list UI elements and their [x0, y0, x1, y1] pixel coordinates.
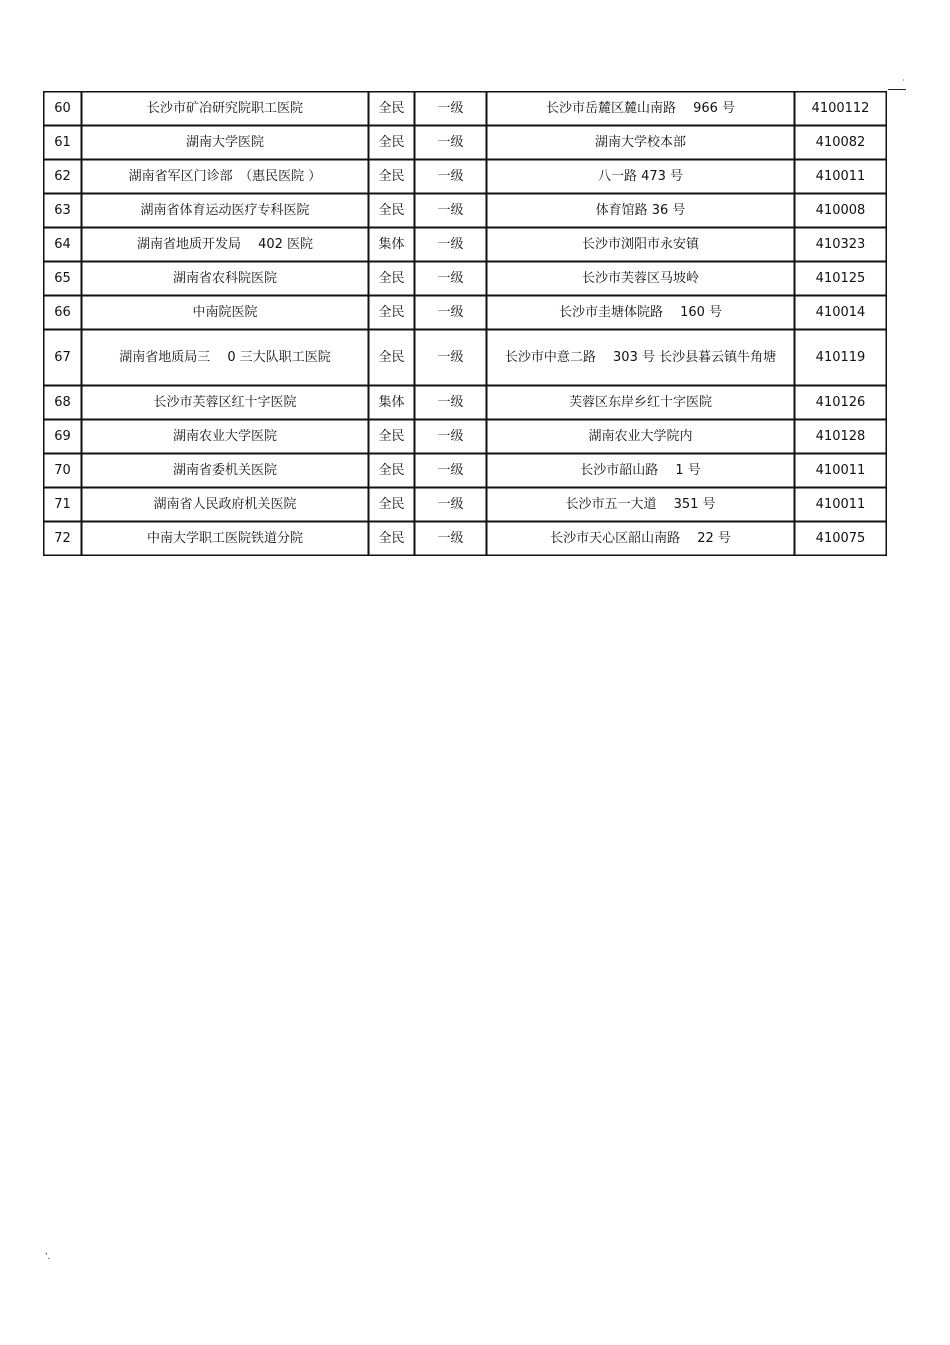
row-number: 65 [44, 262, 82, 296]
ownership-type: 集体 [369, 228, 415, 262]
hospital-address: 长沙市岳麓区麓山南路 966 号 [487, 92, 795, 126]
hospital-level: 一级 [415, 454, 487, 488]
ownership-type: 全民 [369, 454, 415, 488]
table-row [44, 330, 887, 386]
hospital-address: 体育馆路 36 号 [487, 194, 795, 228]
ownership-type: 全民 [369, 488, 415, 522]
row-number: 62 [44, 160, 82, 194]
table-row [44, 262, 887, 296]
postal-code: 410323 [795, 228, 887, 262]
corner-mark: · [902, 76, 905, 85]
footer-mark: '. [45, 1252, 51, 1262]
postal-code: 410011 [795, 454, 887, 488]
hospital-address: 长沙市芙蓉区马坡岭 [487, 262, 795, 296]
table-row [44, 92, 887, 126]
table-row [44, 420, 887, 454]
hospital-level: 一级 [415, 386, 487, 420]
hospital-address: 长沙市韶山路 1 号 [487, 454, 795, 488]
row-number: 71 [44, 488, 82, 522]
table-row [44, 522, 887, 556]
ownership-type: 全民 [369, 522, 415, 556]
hospital-level: 一级 [415, 522, 487, 556]
hospital-address: 长沙市天心区韶山南路 22 号 [487, 522, 795, 556]
hospital-level: 一级 [415, 92, 487, 126]
hospital-name: 湖南省人民政府机关医院 [82, 488, 369, 522]
hospital-address: 湖南农业大学院内 [487, 420, 795, 454]
hospital-address: 长沙市圭塘体院路 160 号 [487, 296, 795, 330]
hospital-name: 中南大学职工医院铁道分院 [82, 522, 369, 556]
hospital-address: 八一路 473 号 [487, 160, 795, 194]
table-row [44, 126, 887, 160]
hospital-name: 湖南省体育运动医疗专科医院 [82, 194, 369, 228]
table-row [44, 386, 887, 420]
hospital-address: 芙蓉区东岸乡红十字医院 [487, 386, 795, 420]
hospital-name: 湖南省农科院医院 [82, 262, 369, 296]
table-row [44, 194, 887, 228]
hospital-address: 长沙市中意二路 303 号 长沙县暮云镇牛角塘 [487, 330, 795, 386]
postal-code: 410011 [795, 488, 887, 522]
hospital-name: 长沙市矿冶研究院职工医院 [82, 92, 369, 126]
hospital-level: 一级 [415, 420, 487, 454]
postal-code: 410125 [795, 262, 887, 296]
postal-code: 410128 [795, 420, 887, 454]
ownership-type: 全民 [369, 92, 415, 126]
table-row [44, 228, 887, 262]
postal-code: 410082 [795, 126, 887, 160]
hospital-name: 中南院医院 [82, 296, 369, 330]
hospital-name: 湖南省地质开发局 402 医院 [82, 228, 369, 262]
hospital-level: 一级 [415, 228, 487, 262]
hospital-level: 一级 [415, 330, 487, 386]
hospital-level: 一级 [415, 126, 487, 160]
postal-code: 410119 [795, 330, 887, 386]
top-rule [888, 89, 906, 90]
hospital-name: 湖南省委机关医院 [82, 454, 369, 488]
table-row [44, 160, 887, 194]
ownership-type: 全民 [369, 262, 415, 296]
postal-code: 410011 [795, 160, 887, 194]
row-number: 70 [44, 454, 82, 488]
row-number: 63 [44, 194, 82, 228]
ownership-type: 全民 [369, 296, 415, 330]
hospital-name: 长沙市芙蓉区红十字医院 [82, 386, 369, 420]
row-number: 69 [44, 420, 82, 454]
postal-code: 410126 [795, 386, 887, 420]
hospital-name: 湖南省地质局三 0 三大队职工医院 [82, 330, 369, 386]
hospital-level: 一级 [415, 160, 487, 194]
row-number: 68 [44, 386, 82, 420]
ownership-type: 全民 [369, 126, 415, 160]
hospital-name: 湖南大学医院 [82, 126, 369, 160]
ownership-type: 全民 [369, 194, 415, 228]
row-number: 64 [44, 228, 82, 262]
postal-code: 410008 [795, 194, 887, 228]
ownership-type: 集体 [369, 386, 415, 420]
row-number: 60 [44, 92, 82, 126]
ownership-type: 全民 [369, 330, 415, 386]
hospital-level: 一级 [415, 262, 487, 296]
postal-code: 410014 [795, 296, 887, 330]
hospital-level: 一级 [415, 194, 487, 228]
table-row [44, 488, 887, 522]
hospital-name: 湖南农业大学医院 [82, 420, 369, 454]
ownership-type: 全民 [369, 420, 415, 454]
row-number: 61 [44, 126, 82, 160]
hospital-address: 长沙市五一大道 351 号 [487, 488, 795, 522]
row-number: 66 [44, 296, 82, 330]
row-number: 72 [44, 522, 82, 556]
postal-code: 4100112 [795, 92, 887, 126]
row-number: 67 [44, 330, 82, 386]
postal-code: 410075 [795, 522, 887, 556]
hospital-level: 一级 [415, 488, 487, 522]
hospital-table [43, 91, 887, 556]
hospital-address: 湖南大学校本部 [487, 126, 795, 160]
hospital-level: 一级 [415, 296, 487, 330]
table-row [44, 454, 887, 488]
hospital-address: 长沙市浏阳市永安镇 [487, 228, 795, 262]
ownership-type: 全民 [369, 160, 415, 194]
table-row [44, 296, 887, 330]
hospital-name: 湖南省军区门诊部 （惠民医院 ） [82, 160, 369, 194]
